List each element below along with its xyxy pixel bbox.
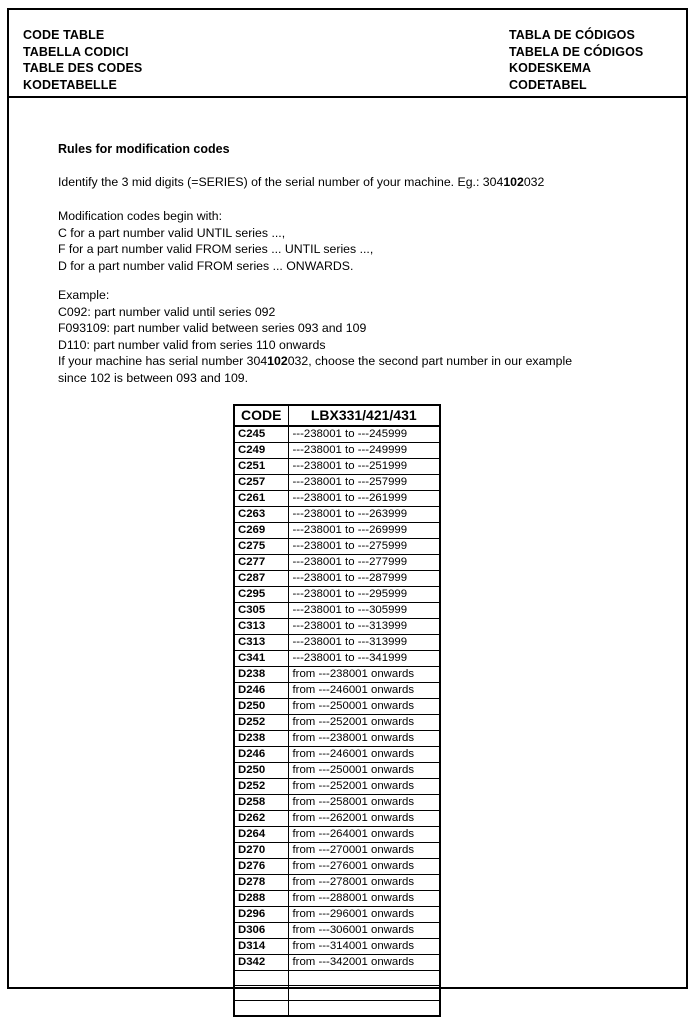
table-row — [234, 747, 440, 763]
cell-code: D250 — [234, 763, 288, 779]
closing-text-prefix: If your machine has serial number 304 — [58, 354, 268, 368]
cell-serial-range: ---238001 to ---249999 — [288, 443, 440, 459]
modification-intro: Modification codes begin with: — [58, 209, 223, 223]
cell-serial-range: from ---250001 onwards — [288, 699, 440, 715]
table-row — [234, 971, 440, 986]
cell-code: D250 — [234, 699, 288, 715]
cell-code: D246 — [234, 683, 288, 699]
table-row — [234, 571, 440, 587]
cell-serial-range: from ---278001 onwards — [288, 875, 440, 891]
column-header-code: CODE — [234, 405, 288, 426]
cell-code: C313 — [234, 619, 288, 635]
cell-serial-range: from ---306001 onwards — [288, 923, 440, 939]
cell-code: C249 — [234, 443, 288, 459]
cell-serial-range: from ---342001 onwards — [288, 955, 440, 971]
code-table-body — [234, 426, 440, 1016]
cell-serial-range: from ---262001 onwards — [288, 811, 440, 827]
table-row — [234, 827, 440, 843]
cell-serial-range: ---238001 to ---313999 — [288, 635, 440, 651]
cell-serial-range: ---238001 to ---261999 — [288, 491, 440, 507]
table-row — [234, 843, 440, 859]
table-row — [234, 779, 440, 795]
table-row — [234, 699, 440, 715]
identify-series-digits: 102 — [503, 175, 524, 189]
table-row — [234, 426, 440, 443]
identify-paragraph — [58, 174, 544, 191]
cell-code: D276 — [234, 859, 288, 875]
cell-serial-range: ---238001 to ---263999 — [288, 507, 440, 523]
identify-text-prefix: Identify the 3 mid digits (=SERIES) of the serial number of your machine. Eg.: 304 — [58, 175, 504, 189]
cell-code: C277 — [234, 555, 288, 571]
cell-code: D314 — [234, 939, 288, 955]
cell-serial-range: ---238001 to ---287999 — [288, 571, 440, 587]
table-row — [234, 539, 440, 555]
cell-serial-range: from ---246001 onwards — [288, 747, 440, 763]
cell-code — [234, 986, 288, 1001]
cell-code: D252 — [234, 779, 288, 795]
cell-serial-range: ---238001 to ---257999 — [288, 475, 440, 491]
cell-code: D258 — [234, 795, 288, 811]
cell-code: D246 — [234, 747, 288, 763]
cell-serial-range: ---238001 to ---275999 — [288, 539, 440, 555]
cell-code: C305 — [234, 603, 288, 619]
cell-serial-range: from ---288001 onwards — [288, 891, 440, 907]
cell-serial-range: from ---238001 onwards — [288, 667, 440, 683]
cell-serial-range: ---238001 to ---313999 — [288, 619, 440, 635]
cell-code: C257 — [234, 475, 288, 491]
table-row — [234, 603, 440, 619]
table-row — [234, 507, 440, 523]
cell-code: D238 — [234, 731, 288, 747]
cell-code: C261 — [234, 491, 288, 507]
table-row — [234, 986, 440, 1001]
table-row — [234, 763, 440, 779]
cell-code: D238 — [234, 667, 288, 683]
cell-code — [234, 1001, 288, 1016]
table-row — [234, 651, 440, 667]
table-row — [234, 955, 440, 971]
cell-serial-range — [288, 971, 440, 986]
closing-series-digits: 102 — [267, 354, 288, 368]
table-row — [234, 1001, 440, 1016]
cell-serial-range: from ---250001 onwards — [288, 763, 440, 779]
closing-paragraph — [58, 353, 603, 386]
cell-serial-range: ---238001 to ---251999 — [288, 459, 440, 475]
cell-serial-range: ---238001 to ---269999 — [288, 523, 440, 539]
title-code-table: CODE TABLE — [23, 28, 105, 42]
cell-code: C313 — [234, 635, 288, 651]
cell-code: D252 — [234, 715, 288, 731]
table-row — [234, 891, 440, 907]
table-row — [234, 619, 440, 635]
cell-serial-range: from ---238001 onwards — [288, 731, 440, 747]
cell-code: C341 — [234, 651, 288, 667]
code-table-head — [234, 405, 440, 426]
table-row — [234, 555, 440, 571]
modification-line-d: D for a part number valid FROM series ... ONWARDS. — [58, 258, 354, 273]
table-row — [234, 875, 440, 891]
table-row — [234, 443, 440, 459]
page-border — [7, 8, 688, 989]
title-tabela-de-codigos: TABELA DE CÓDIGOS — [509, 44, 644, 59]
identify-text-suffix: 032 — [523, 175, 545, 189]
document-body — [9, 98, 686, 987]
cell-serial-range: from ---314001 onwards — [288, 939, 440, 955]
cell-serial-range: from ---264001 onwards — [288, 827, 440, 843]
example-line-d110: D110: part number valid from series 110 onwards — [58, 337, 326, 352]
example-line-f093109: F093109: part number valid between series 093 and 109 — [58, 321, 367, 336]
table-row — [234, 923, 440, 939]
table-row — [234, 459, 440, 475]
example-label: Example: — [58, 288, 110, 302]
title-column-right — [509, 27, 643, 93]
table-row — [234, 715, 440, 731]
cell-code: D296 — [234, 907, 288, 923]
cell-code: D270 — [234, 843, 288, 859]
cell-serial-range: from ---252001 onwards — [288, 715, 440, 731]
column-header-model: LBX331/421/431 — [288, 405, 440, 426]
code-table — [233, 404, 441, 1017]
cell-serial-range: from ---246001 onwards — [288, 683, 440, 699]
table-row — [234, 731, 440, 747]
title-codetabel: CODETABEL — [509, 77, 587, 92]
table-row — [234, 475, 440, 491]
rules-heading: Rules for modification codes — [58, 142, 230, 156]
table-row — [234, 811, 440, 827]
cell-code: C295 — [234, 587, 288, 603]
cell-code: C275 — [234, 539, 288, 555]
cell-code — [234, 971, 288, 986]
table-row — [234, 683, 440, 699]
cell-serial-range — [288, 1001, 440, 1016]
cell-serial-range: ---238001 to ---245999 — [288, 426, 440, 443]
example-line-c092: C092: part number valid until series 092 — [58, 304, 276, 319]
cell-serial-range: ---238001 to ---277999 — [288, 555, 440, 571]
cell-code: D278 — [234, 875, 288, 891]
cell-serial-range: from ---276001 onwards — [288, 859, 440, 875]
modification-codes-paragraph — [58, 208, 373, 274]
table-row — [234, 523, 440, 539]
cell-serial-range: ---238001 to ---341999 — [288, 651, 440, 667]
table-row — [234, 859, 440, 875]
cell-serial-range: ---238001 to ---305999 — [288, 603, 440, 619]
cell-serial-range: from ---252001 onwards — [288, 779, 440, 795]
cell-serial-range: ---238001 to ---295999 — [288, 587, 440, 603]
cell-code: C269 — [234, 523, 288, 539]
table-row — [234, 587, 440, 603]
title-kodeskema: KODESKEMA — [509, 61, 592, 75]
title-table-des-codes: TABLE DES CODES — [23, 61, 143, 75]
cell-code: C245 — [234, 426, 288, 443]
title-column-left — [23, 27, 142, 93]
title-tabella-codici: TABELLA CODICI — [23, 44, 129, 59]
table-row — [234, 635, 440, 651]
table-row — [234, 795, 440, 811]
cell-code: D264 — [234, 827, 288, 843]
title-band — [9, 10, 686, 98]
table-row — [234, 491, 440, 507]
cell-code: C263 — [234, 507, 288, 523]
table-row — [234, 667, 440, 683]
title-kodetabelle: KODETABELLE — [23, 77, 117, 92]
example-paragraph — [58, 287, 366, 353]
cell-code: D262 — [234, 811, 288, 827]
title-tabla-de-codigos: TABLA DE CÓDIGOS — [509, 28, 635, 42]
closing-text-suffix: 032, choose the second part number in our example since 102 is between 093 and 109. — [58, 354, 573, 385]
cell-code: C251 — [234, 459, 288, 475]
cell-serial-range: from ---296001 onwards — [288, 907, 440, 923]
table-row — [234, 939, 440, 955]
table-row — [234, 907, 440, 923]
modification-line-c: C for a part number valid UNTIL series ..., — [58, 225, 286, 240]
cell-code: C287 — [234, 571, 288, 587]
cell-serial-range: from ---258001 onwards — [288, 795, 440, 811]
cell-code: D288 — [234, 891, 288, 907]
cell-code: D342 — [234, 955, 288, 971]
cell-serial-range: from ---270001 onwards — [288, 843, 440, 859]
cell-code: D306 — [234, 923, 288, 939]
cell-serial-range — [288, 986, 440, 1001]
modification-line-f: F for a part number valid FROM series ... UNTIL series ..., — [58, 242, 374, 257]
code-table-header-row — [234, 405, 440, 426]
